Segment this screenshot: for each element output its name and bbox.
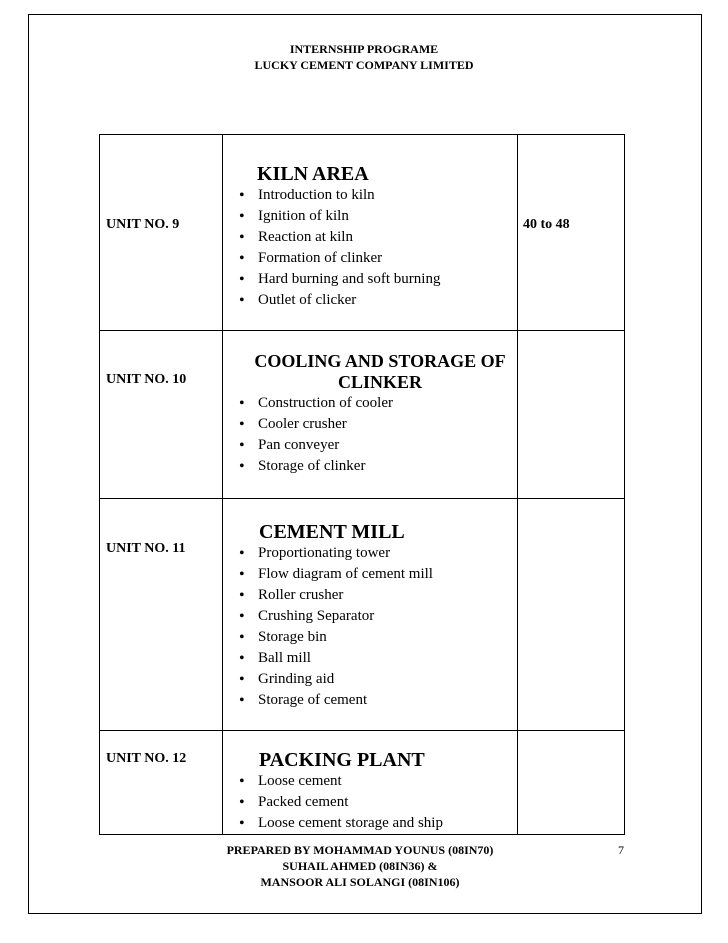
pages-cell xyxy=(518,331,625,499)
list-item: • Outlet of clicker xyxy=(237,290,517,311)
pages-cell xyxy=(518,731,625,835)
footer-author-2: SUHAIL AHMED (08IN36) & xyxy=(282,859,438,873)
unit-label-cell xyxy=(100,731,223,835)
units-table xyxy=(99,134,625,835)
table-row xyxy=(100,731,625,835)
pages-cell xyxy=(518,499,625,731)
list-item: • Hard burning and soft burning xyxy=(237,269,517,290)
list-item: • Flow diagram of cement mill xyxy=(237,564,517,585)
topic-list xyxy=(223,185,517,311)
list-item: • Storage bin xyxy=(237,627,517,648)
footer-author-3: MANSOOR ALI SOLANGI (08IN106) xyxy=(260,875,460,889)
list-item: • Proportionating tower xyxy=(237,543,517,564)
list-item: • Reaction at kiln xyxy=(237,227,517,248)
topic-list xyxy=(223,771,517,834)
page-range: 40 to 48 xyxy=(523,217,570,232)
header-company: LUCKY CEMENT COMPANY LIMITED xyxy=(254,58,474,72)
unit-label-cell xyxy=(100,331,223,499)
list-item: • Roller crusher xyxy=(237,585,517,606)
unit-title: CEMENT MILL xyxy=(259,521,405,543)
unit-content-cell xyxy=(223,731,518,835)
unit-title: PACKING PLANT xyxy=(259,749,425,771)
list-item: • Loose cement storage and ship xyxy=(237,813,517,834)
pages-cell xyxy=(518,135,625,331)
unit-label: UNIT NO. 12 xyxy=(106,751,187,766)
list-item: • Packed cement xyxy=(237,792,517,813)
page-number: 7 xyxy=(618,843,624,857)
list-item: • Loose cement xyxy=(237,771,517,792)
list-item: • Cooler crusher xyxy=(237,414,517,435)
list-item: • Grinding aid xyxy=(237,669,517,690)
unit-label-cell xyxy=(100,135,223,331)
list-item: • Pan conveyer xyxy=(237,435,517,456)
list-item: • Formation of clinker xyxy=(237,248,517,269)
topic-list xyxy=(223,543,517,711)
unit-title: COOLING AND STORAGE OF CLINKER xyxy=(254,351,506,392)
list-item: • Ignition of kiln xyxy=(237,206,517,227)
list-item: • Ball mill xyxy=(237,648,517,669)
footer-prepared-by: PREPARED BY MOHAMMAD YOUNUS (08IN70) xyxy=(226,843,494,857)
unit-label: UNIT NO. 10 xyxy=(106,372,187,387)
table-row xyxy=(100,331,625,499)
unit-content-cell xyxy=(223,135,518,331)
header-program: INTERNSHIP PROGRAME xyxy=(289,42,439,56)
list-item: • Construction of cooler xyxy=(237,393,517,414)
unit-content-cell xyxy=(223,499,518,731)
unit-label: UNIT NO. 9 xyxy=(106,217,180,232)
topic-list xyxy=(223,393,517,477)
unit-content-cell xyxy=(223,331,518,499)
list-item: • Introduction to kiln xyxy=(237,185,517,206)
table-row xyxy=(100,135,625,331)
unit-title: KILN AREA xyxy=(257,163,369,185)
list-item: • Storage of clinker xyxy=(237,456,517,477)
unit-label-cell xyxy=(100,499,223,731)
list-item: • Crushing Separator xyxy=(237,606,517,627)
table-row xyxy=(100,499,625,731)
list-item: • Storage of cement xyxy=(237,690,517,711)
unit-label: UNIT NO. 11 xyxy=(106,541,186,556)
